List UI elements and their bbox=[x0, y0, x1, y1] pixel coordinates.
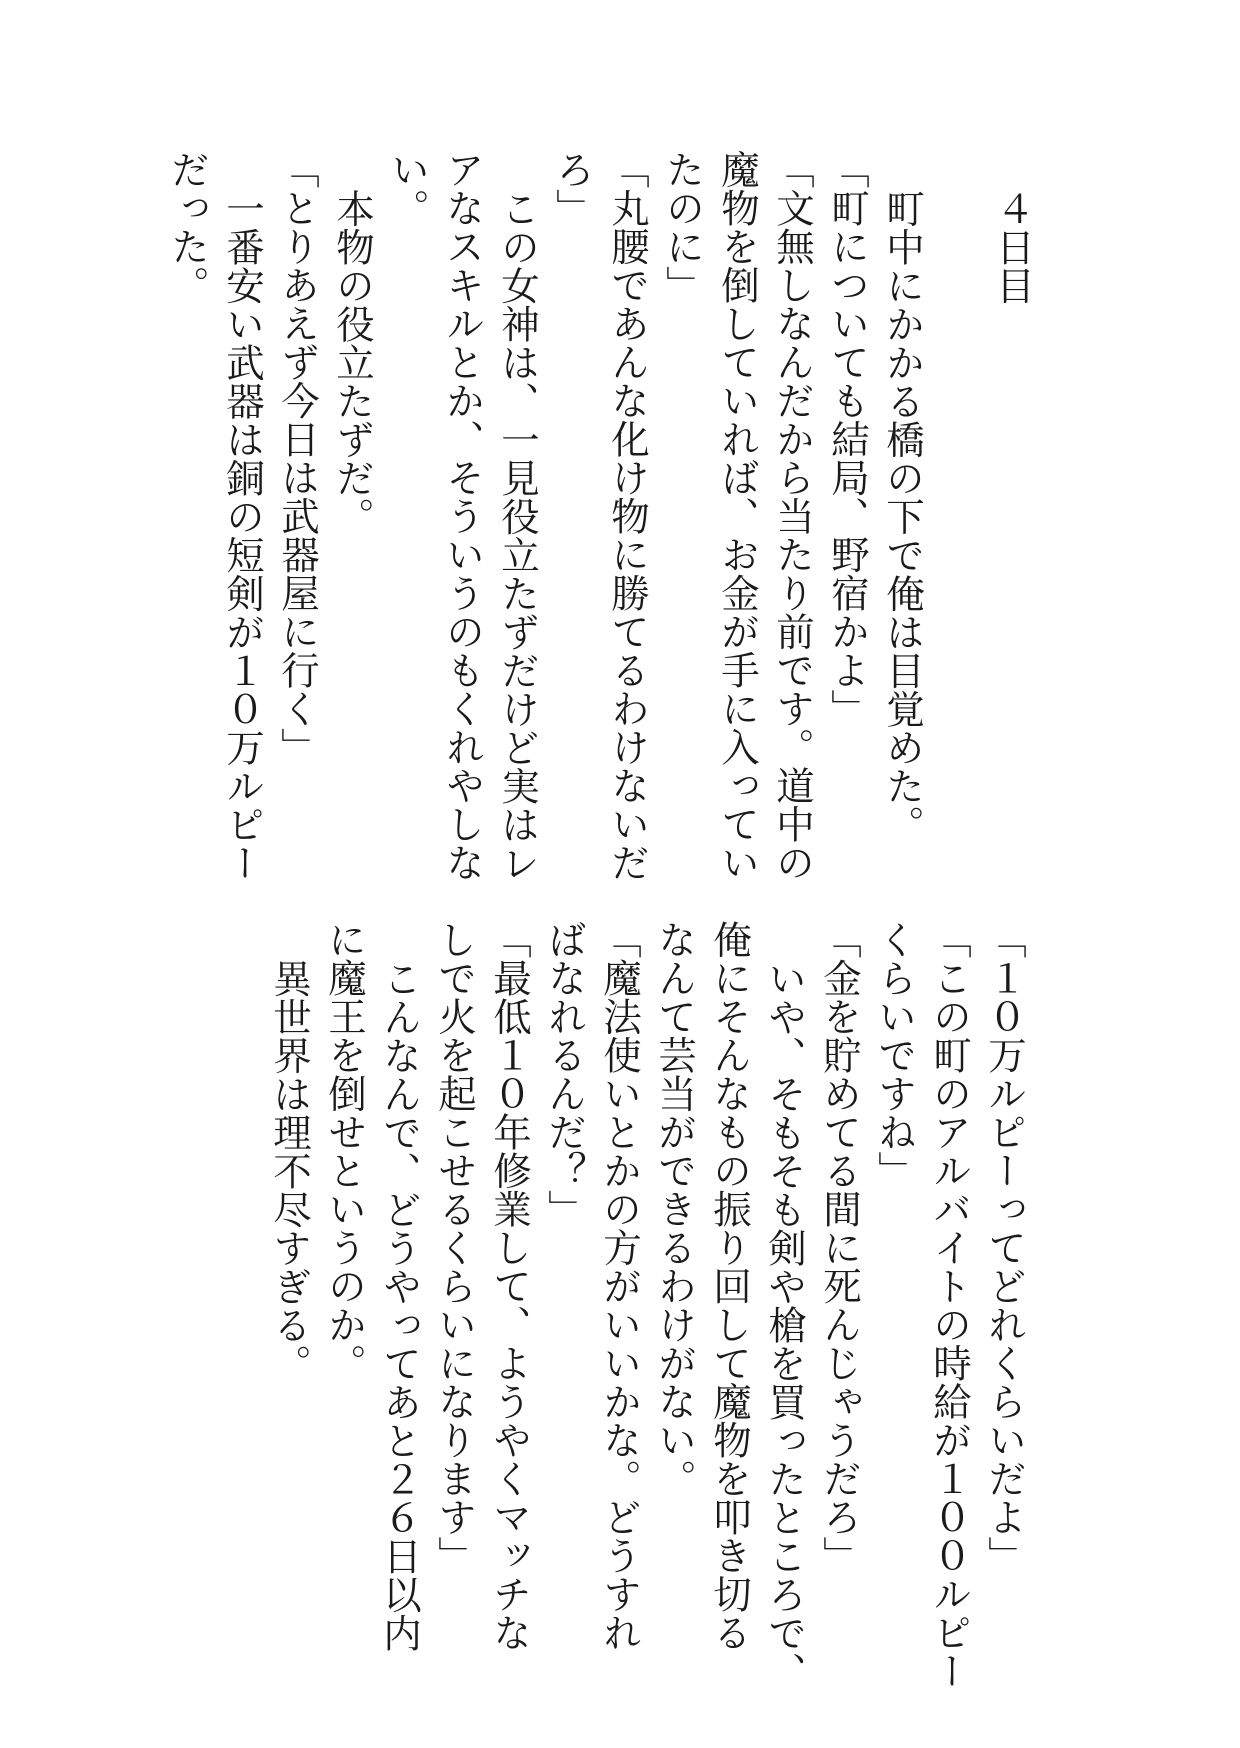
dialogue-line: ばなれるんだ？」 bbox=[542, 920, 587, 1228]
paragraph-line: アなスキルとか、そういうのもくれやしな bbox=[440, 150, 485, 882]
dialogue-line: ろ」 bbox=[550, 150, 595, 227]
paragraph-line: に魔王を倒せというのか。 bbox=[322, 920, 367, 1382]
paragraph-line: 本物の役立たずだ。 bbox=[330, 188, 375, 535]
dialogue-line: 「魔法使いとかの方がいいかな。どうすれ bbox=[597, 920, 642, 1652]
paragraph-line: この女神は、一見役立たずだけど実はレ bbox=[495, 188, 540, 882]
dialogue-line: くらいですね」 bbox=[872, 920, 917, 1190]
paragraph-line: いや、そもそも剣や槍を買ったところで、 bbox=[762, 958, 807, 1690]
paragraph-line: なんて芸当ができるわけがない。 bbox=[652, 920, 697, 1498]
dialogue-line: 「文無しなんだから当たり前です。道中の bbox=[770, 150, 815, 882]
chapter-heading: ４日目 bbox=[990, 188, 1035, 304]
dialogue-line: 魔物を倒していれば、お金が手に入ってい bbox=[715, 150, 760, 882]
paragraph-line: い。 bbox=[385, 150, 430, 227]
paragraph-line: 異世界は理不尽すぎる。 bbox=[267, 958, 312, 1382]
dialogue-line: 「最低１０年修業して、ようやくマッチな bbox=[487, 920, 532, 1652]
upper-text-block bbox=[160, 150, 1040, 882]
dialogue-line: 「丸腰であんな化け物に勝てるわけないだ bbox=[605, 150, 650, 882]
paragraph-line: 俺にそんなもの振り回して魔物を叩き切る bbox=[707, 920, 752, 1652]
paragraph-line: 一番安い武器は銅の短剣が１０万ルピー bbox=[220, 188, 265, 882]
dialogue-line: 「１０万ルピーってどれくらいだよ」 bbox=[982, 920, 1027, 1575]
paragraph-line: だった。 bbox=[165, 150, 210, 304]
lower-text-block bbox=[262, 920, 1032, 1690]
dialogue-line: 「とりあえず今日は武器屋に行く」 bbox=[275, 150, 320, 766]
dialogue-line: 「この町のアルバイトの時給が１００ルピー bbox=[927, 920, 972, 1690]
paragraph-line: こんなんで、どうやってあと２６日以内 bbox=[377, 958, 422, 1652]
dialogue-line: 「町についても結局、野宿かよ」 bbox=[825, 150, 870, 728]
dialogue-line: たのに」 bbox=[660, 150, 705, 304]
dialogue-line: しで火を起こせるくらいになります」 bbox=[432, 920, 477, 1575]
dialogue-line: 「金を貯めてる間に死んじゃうだろ」 bbox=[817, 920, 862, 1575]
blank-line bbox=[930, 150, 985, 840]
paragraph-line: 町中にかかる橋の下で俺は目覚めた。 bbox=[880, 188, 925, 843]
